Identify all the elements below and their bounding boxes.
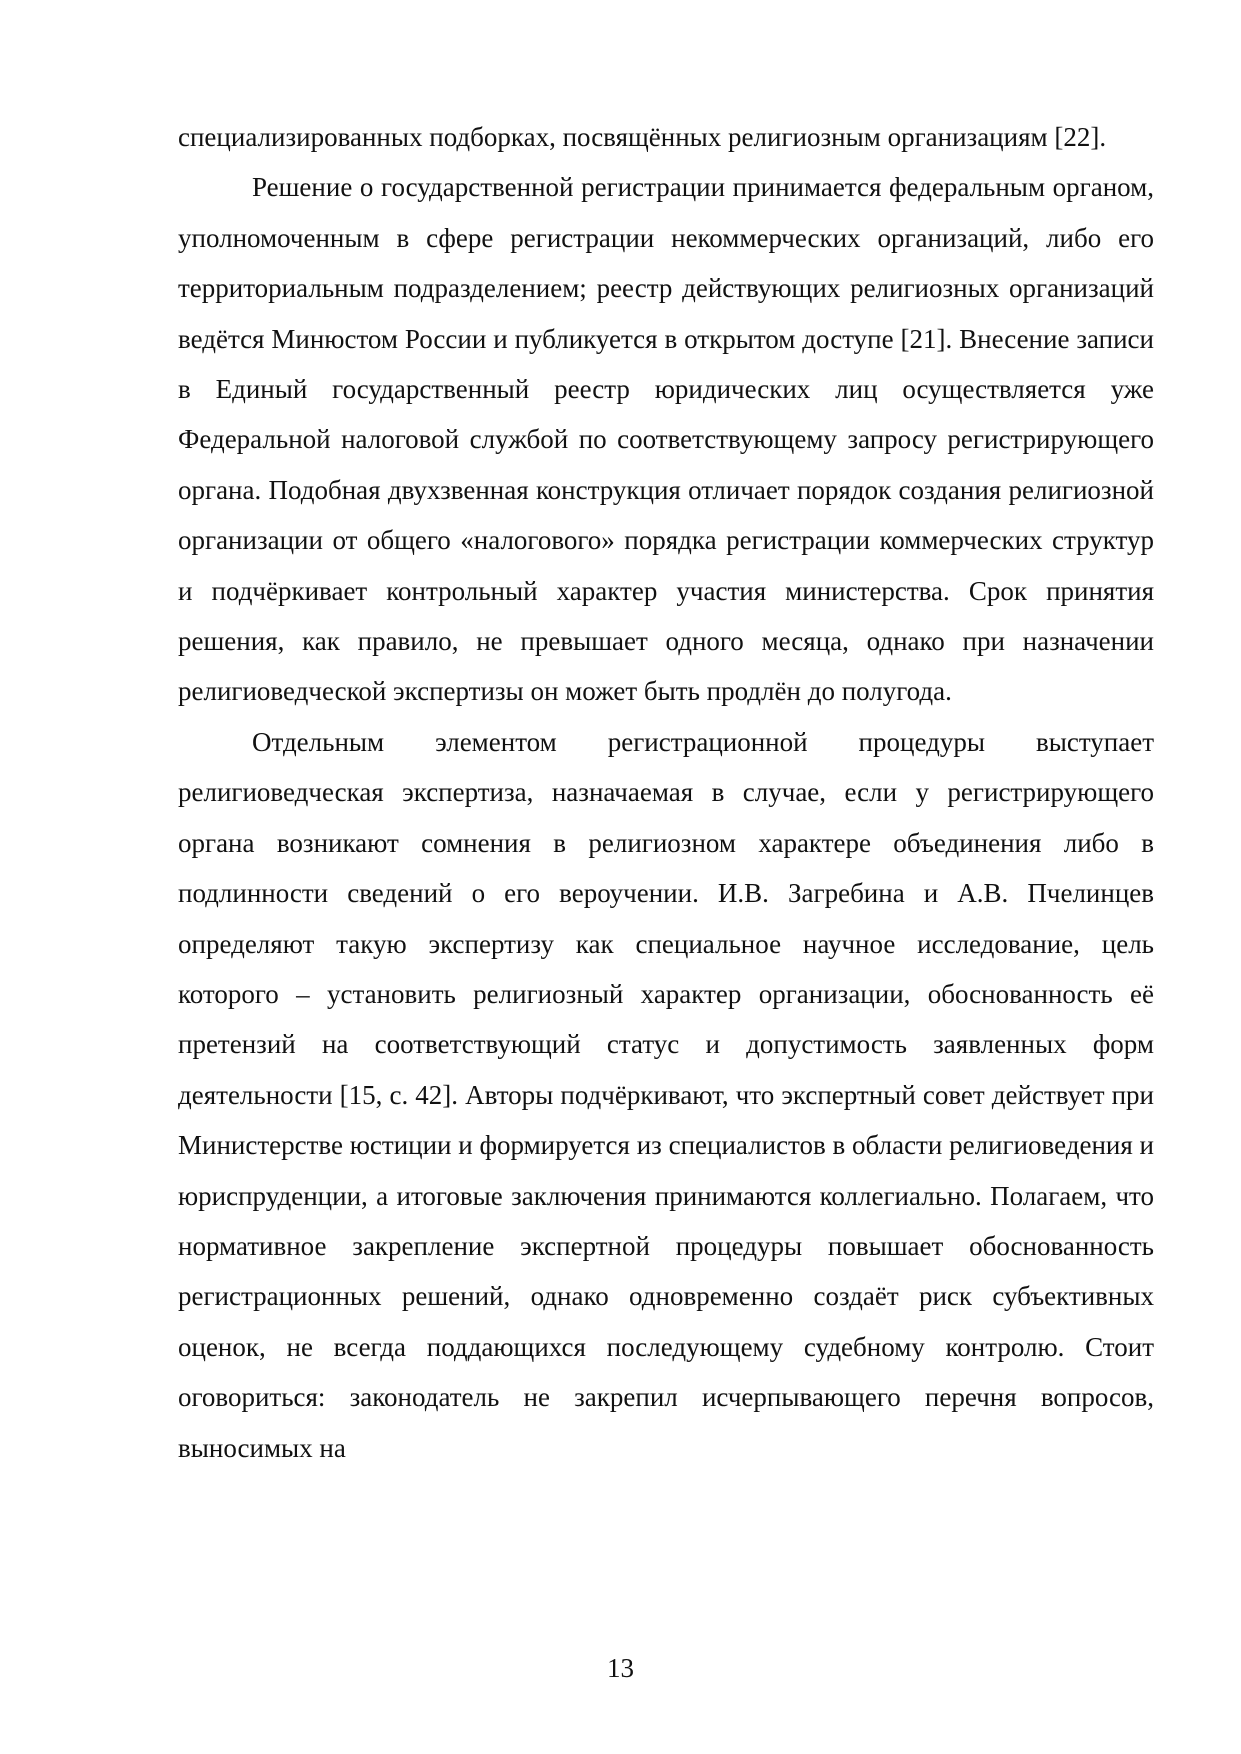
paragraph-registration-decision: Решение о государственной регистрации принимается федеральным органом, уполномоченным в сфере регистрации некоммерческих организаций, либо его территориальным подразделением; реестр действующих религиозных организаций ведётся Минюстом России и публикуется в открытом доступе [21]. Внесение записи в Единый государственный реестр юридических лиц осуществляется уже Федеральной налоговой службой по соответствующему запросу регистрирующего органа. Подобная двухзвенная конструкция отличает порядок создания религиозной организации от общего «налогового» порядка регистрации коммерческих структур и подчёркивает контрольный характер участия министерства. Срок принятия решения, как правило, не превышает одного месяца, однако при назначении религиоведческой экспертизы он может быть продлён до полугода. — [178, 172, 1154, 707]
body-text — [178, 112, 1154, 1473]
paragraph-continued: специализированных подборках, посвящённых религиозным организациям [22]. — [178, 122, 1107, 152]
paragraph-religious-expertise: Отдельным элементом регистрационной процедуры выступает религиоведческая экспертиза, назначаемая в случае, если у регистрирующего органа возникают сомнения в религиозном характере объединения либо в подлинности сведений о его вероучении. И.В. Загребина и А.В. Пчелинцев определяют такую экспертизу как специальное научное исследование, цель которого – установить религиозный характер организации, обоснованность её претензий на соответствующий статус и допустимость заявленных форм деятельности [15, с. 42]. Авторы подчёркивают, что экспертный совет действует при Министерстве юстиции и формируется из специалистов в области религиоведения и юриспруденции, а итоговые заключения принимаются коллегиально. Полагаем, что нормативное закрепление экспертной процедуры повышает обоснованность регистрационных решений, однако одновременно создаёт риск субъективных оценок, не всегда поддающихся последующему судебному контролю. Стоит оговориться: законодатель не закрепил исчерпывающего перечня вопросов, выносимых на — [178, 726, 1154, 1463]
page-number: 13 — [607, 1653, 634, 1683]
